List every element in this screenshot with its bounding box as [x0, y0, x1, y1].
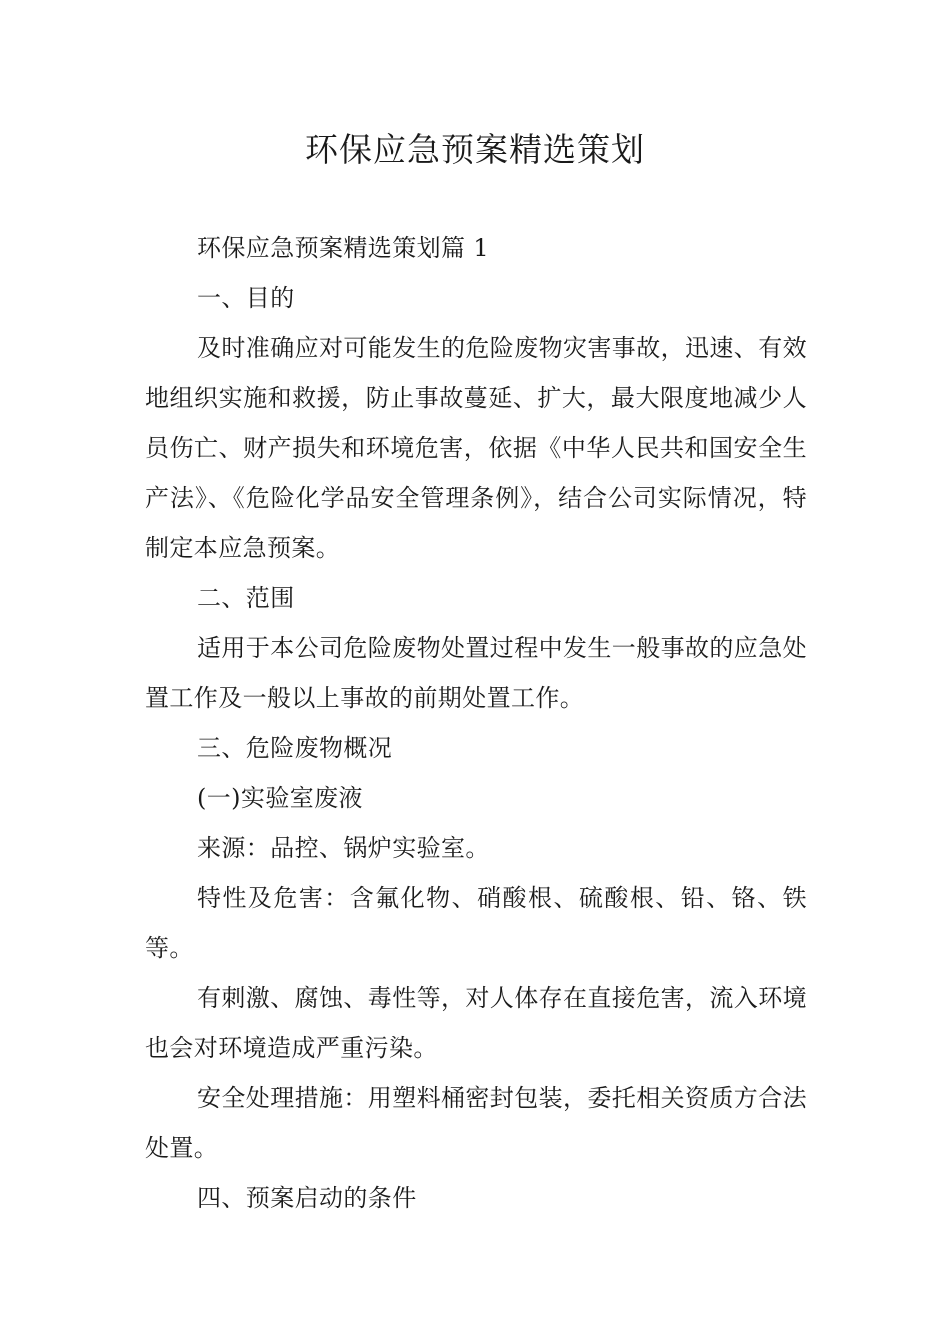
- heading-scope: 二、范围: [197, 584, 295, 612]
- document-title: 环保应急预案精选策划: [305, 130, 645, 169]
- section-heading-part1: 环保应急预案精选策划篇 1: [197, 234, 490, 262]
- paragraph-characteristics: 特性及危害：含氟化物、硝酸根、硫酸根、铅、铬、铁等。: [145, 884, 807, 962]
- paragraph-source: 来源：品控、锅炉实验室。: [197, 834, 490, 862]
- paragraph-purpose: 及时准确应对可能发生的危险废物灾害事故，迅速、有效地组织实施和救援，防止事故蔓延、扩大，最大限度地减少人员伤亡、财产损失和环境危害，依据《中华人民共和国安全生产法》、《危险化学品安全管理条例》，结合公司实际情况，特制定本应急预案。: [145, 334, 807, 562]
- document-body: [145, 223, 807, 1223]
- subheading-lab-waste: (一)实验室废液: [197, 784, 363, 812]
- paragraph-hazards: 有刺激、腐蚀、毒性等，对人体存在直接危害，流入环境也会对环境造成严重污染。: [145, 984, 807, 1062]
- paragraph-scope: 适用于本公司危险废物处置过程中发生一般事故的应急处置工作及一般以上事故的前期处置工作。: [145, 634, 807, 712]
- heading-activation-conditions: 四、预案启动的条件: [197, 1184, 417, 1212]
- heading-waste-overview: 三、危险废物概况: [197, 734, 393, 762]
- heading-purpose: 一、目的: [197, 284, 295, 312]
- paragraph-safety-measures: 安全处理措施：用塑料桶密封包装，委托相关资质方合法处置。: [145, 1084, 807, 1162]
